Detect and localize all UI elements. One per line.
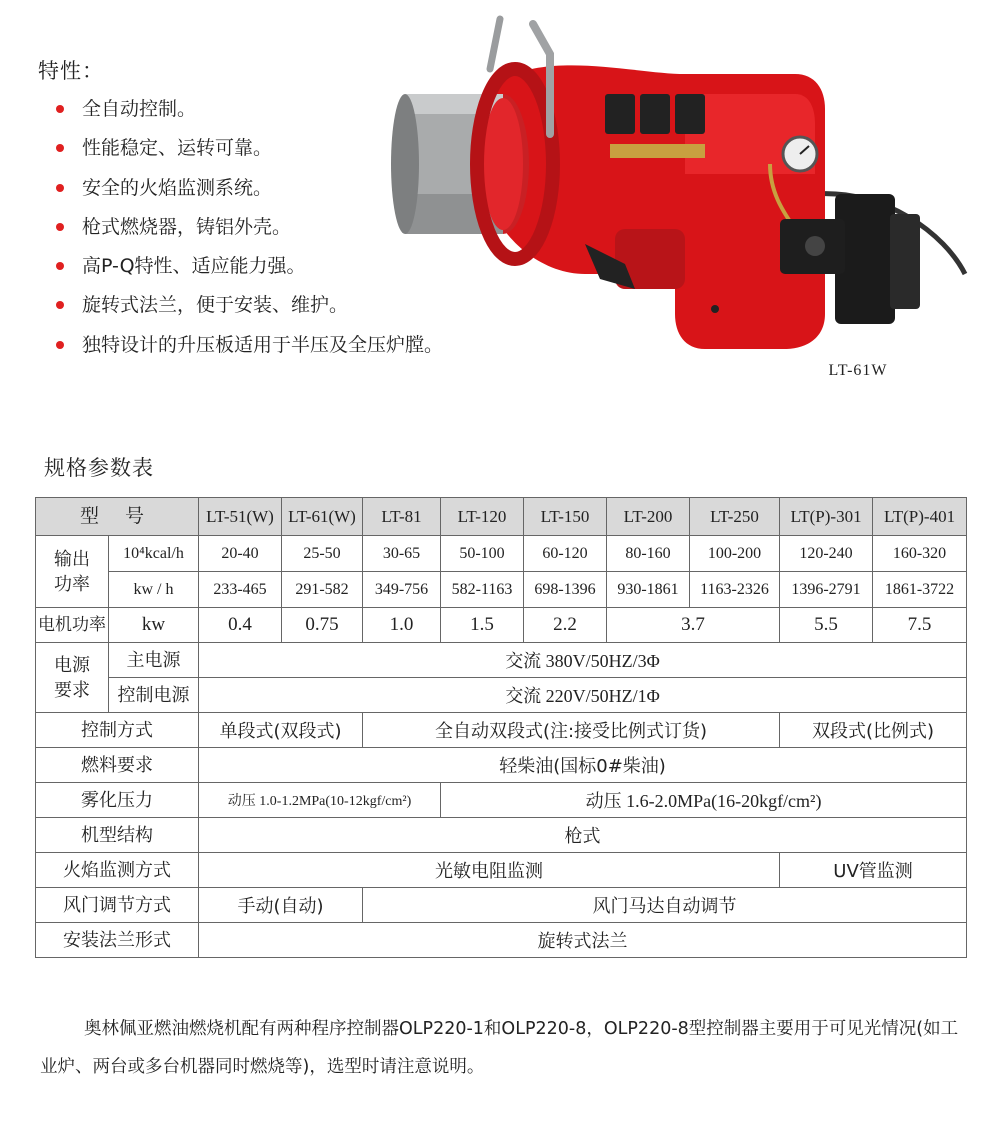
kw-cell: 1861-3722 <box>873 572 967 608</box>
motor-unit: kw <box>109 608 199 643</box>
bullet-dot-icon <box>56 184 64 192</box>
features-title: 特性： <box>38 59 104 83</box>
main-power-value: 交流 380V/50HZ/3Φ <box>199 643 967 678</box>
motor-cell: 1.5 <box>441 608 524 643</box>
model-cell: LT-81 <box>363 498 441 536</box>
model-cell: LT-150 <box>524 498 607 536</box>
damper-label: 风门调节方式 <box>36 888 199 923</box>
kw-cell: 582-1163 <box>441 572 524 608</box>
kcal-cell: 100-200 <box>690 536 780 572</box>
feature-text: 全自动控制。 <box>82 98 197 120</box>
control-mode-label: 控制方式 <box>36 713 199 748</box>
kw-cell: 291-582 <box>282 572 363 608</box>
atomizing-pressure-cell: 动压 1.0-1.2MPa(10-12kgf/cm²) <box>199 783 441 818</box>
kcal-cell: 30-65 <box>363 536 441 572</box>
kw-cell: 349-756 <box>363 572 441 608</box>
motor-power-label: 电机功率 <box>36 608 109 643</box>
kw-cell: 1163-2326 <box>690 572 780 608</box>
model-cell: LT-200 <box>607 498 690 536</box>
motor-cell: 0.75 <box>282 608 363 643</box>
atomizing-pressure-cell: 动压 1.6-2.0MPa(16-20kgf/cm²) <box>441 783 967 818</box>
control-mode-cell: 双段式(比例式) <box>780 713 967 748</box>
spec-table-title: 规格参数表 <box>44 456 154 480</box>
atomizing-pressure-label: 雾化压力 <box>36 783 199 818</box>
motor-cell: 2.2 <box>524 608 607 643</box>
flame-detection-cell: UV管监测 <box>780 853 967 888</box>
flame-detection-cell: 光敏电阻监测 <box>199 853 780 888</box>
motor-cell: 1.0 <box>363 608 441 643</box>
feature-text: 高P-Q特性、适应能力强。 <box>82 255 306 278</box>
motor-cell: 7.5 <box>873 608 967 643</box>
model-cell: LT-120 <box>441 498 524 536</box>
kcal-cell: 60-120 <box>524 536 607 572</box>
kcal-cell: 25-50 <box>282 536 363 572</box>
table-row <box>36 748 967 783</box>
spec-table <box>35 497 967 958</box>
control-mode-cell: 单段式(双段式) <box>199 713 363 748</box>
bullet-dot-icon <box>56 341 64 349</box>
table-row <box>36 713 967 748</box>
table-row <box>36 678 967 713</box>
bullet-dot-icon <box>56 301 64 309</box>
table-row <box>36 853 967 888</box>
model-cell: LT(P)-301 <box>780 498 873 536</box>
structure-label: 机型结构 <box>36 818 199 853</box>
kw-cell: 1396-2791 <box>780 572 873 608</box>
fuel-value: 轻柴油(国标0#柴油) <box>199 748 967 783</box>
motor-cell: 3.7 <box>607 608 780 643</box>
flange-value: 旋转式法兰 <box>199 923 967 958</box>
kcal-cell: 80-160 <box>607 536 690 572</box>
model-label: 型 号 <box>36 498 199 536</box>
kw-cell: 233-465 <box>199 572 282 608</box>
kw-cell: 930-1861 <box>607 572 690 608</box>
model-cell: LT-250 <box>690 498 780 536</box>
table-row <box>36 783 967 818</box>
damper-cell: 风门马达自动调节 <box>363 888 967 923</box>
control-power-value: 交流 220V/50HZ/1Φ <box>199 678 967 713</box>
flame-detection-label: 火焰监测方式 <box>36 853 199 888</box>
table-row <box>36 536 967 572</box>
table-row <box>36 818 967 853</box>
control-mode-cell: 全自动双段式(注:接受比例式订货) <box>363 713 780 748</box>
model-cell: LT-61(W) <box>282 498 363 536</box>
flange-label: 安装法兰形式 <box>36 923 199 958</box>
output-power-label: 输出 功率 <box>36 536 109 608</box>
feature-text: 安全的火焰监测系统。 <box>82 176 273 199</box>
kcal-cell: 160-320 <box>873 536 967 572</box>
burner-product-image <box>385 14 970 359</box>
structure-value: 枪式 <box>199 818 967 853</box>
model-cell: LT-51(W) <box>199 498 282 536</box>
kcal-cell: 50-100 <box>441 536 524 572</box>
motor-cell: 5.5 <box>780 608 873 643</box>
kcal-cell: 120-240 <box>780 536 873 572</box>
kcal-cell: 20-40 <box>199 536 282 572</box>
bullet-dot-icon <box>56 262 64 270</box>
table-row <box>36 498 967 536</box>
feature-text: 枪式燃烧器，铸铝外壳。 <box>82 215 292 238</box>
power-supply-label: 电源 要求 <box>36 643 109 713</box>
table-row <box>36 608 967 643</box>
fuel-label: 燃料要求 <box>36 748 199 783</box>
damper-cell: 手动(自动) <box>199 888 363 923</box>
table-row <box>36 572 967 608</box>
model-cell: LT(P)-401 <box>873 498 967 536</box>
feature-text: 性能稳定、运转可靠。 <box>82 137 273 160</box>
product-caption: LT-61W <box>828 362 888 379</box>
kw-unit: kw / h <box>109 572 199 608</box>
feature-text: 独特设计的升压板适用于半压及全压炉膛。 <box>82 333 444 356</box>
feature-text: 旋转式法兰，便于安装、维护。 <box>82 294 349 317</box>
table-row <box>36 643 967 678</box>
control-power-label: 控制电源 <box>109 678 199 713</box>
table-row <box>36 923 967 958</box>
kcal-unit: 10⁴kcal/h <box>109 536 199 572</box>
bullet-dot-icon <box>56 223 64 231</box>
bullet-dot-icon <box>56 105 64 113</box>
motor-cell: 0.4 <box>199 608 282 643</box>
kw-cell: 698-1396 <box>524 572 607 608</box>
bullet-dot-icon <box>56 144 64 152</box>
main-power-label: 主电源 <box>109 643 199 678</box>
table-row <box>36 888 967 923</box>
footnote-text: 奥林佩亚燃油燃烧机配有两种程序控制器OLP220-1和OLP220-8，OLP220-8型控制器主要用于可见光情况(如工业炉、两台或多台机器同时燃烧等)，选型时请注意说明。 <box>40 1019 959 1077</box>
